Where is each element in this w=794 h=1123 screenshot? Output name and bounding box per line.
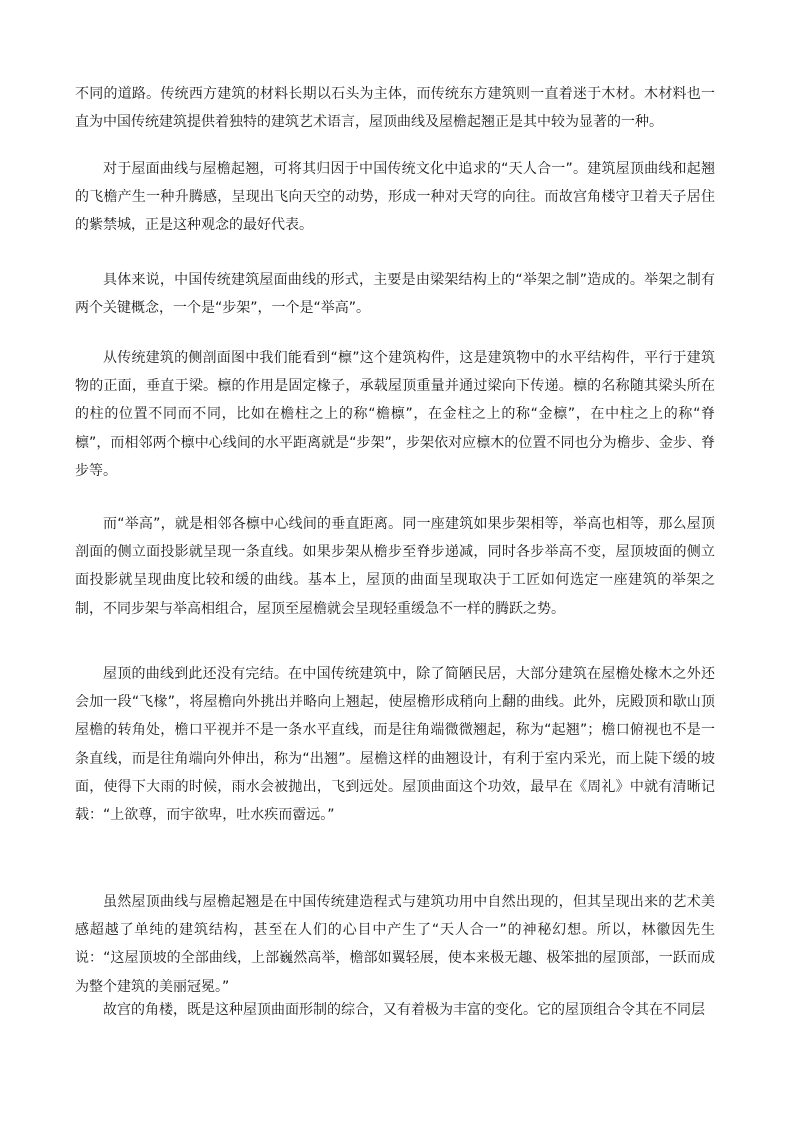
paragraph: 不同的道路。传统西方建筑的材料长期以石头为主体，而传统东方建筑则一直着迷于木材。木材料也一直为中国传统建筑提供着独特的建筑艺术语言，屋顶曲线及屋檐起翘正是其中较为显著的一种。 [75,86,715,131]
paragraph: 虽然屋顶曲线与屋檐起翘是在中国传统建造程式与建筑功用中自然出现的，但其呈现出来的艺术美感超越了单纯的建筑结构，甚至在人们的心目中产生了“天人合一”的神秘幻想。所以，林徽因先生说：“这屋顶坡的全部曲线，上部巍然高举，檐部如翼轻展，使本来极无趣、极笨拙的屋顶部，一跃而成为整个建筑的美丽冠冕。” [75,894,715,995]
paragraph: 从传统建筑的侧剖面图中我们能看到“檩”这个建筑构件，这是建筑物中的水平结构件，平行于建筑物的正面，垂直于梁。檩的作用是固定椽子，承载屋顶重量并通过梁向下传递。檩的名称随其梁头所在的柱的位置不同而不同，比如在檐柱之上的称“檐檩”，在金柱之上的称“金檩”，在中柱之上的称“脊檩”，而相邻两个檩中心线间的水平距离就是“步架”，步架依对应檩木的位置不同也分为檐步、金步、脊步等。 [75,350,715,479]
paragraph: 具体来说，中国传统建筑屋面曲线的形式，主要是由梁架结构上的“举架之制”造成的。举架之制有两个关键概念，一个是“步架”，一个是“举高”。 [75,272,715,317]
paragraph: 对于屋面曲线与屋檐起翘，可将其归因于中国传统文化中追求的“天人合一”。建筑屋顶曲线和起翘的飞檐产生一种升腾感，呈现出飞向天空的动势，形成一种对天穹的向往。而故宫角楼守卫着天子居住的紫禁城，正是这种观念的最好代表。 [75,161,715,234]
paragraph: 故宫的角楼，既是这种屋顶曲面形制的综合，又有着极为丰富的变化。它的屋顶组合令其在不同层 [103,1002,705,1018]
paragraph: 屋顶的曲线到此还没有完结。在中国传统建筑中，除了简陋民居，大部分建筑在屋檐处椽木之外还会加一段“飞椽”，将屋檐向外挑出并略向上翘起，使屋檐形成稍向上翻的曲线。此外，庑殿顶和歇山顶屋檐的转角处，檐口平视并不是一条水平直线，而是往角端微微翘起，称为“起翘”；檐口俯视也不是一条直线，而是往角端向外伸出，称为“出翘”。屋檐这样的曲翘设计，有利于室内采光，而上陡下缓的坡面，使得下大雨的时候，雨水会被抛出，飞到远处。屋顶曲面这个功效，最早在《周礼》中就有清晰记载：“上欲尊，而宇欲卑，吐水疾而霤远。” [75,666,715,824]
paragraph: 而“举高”，就是相邻各檩中心线间的垂直距离。同一座建筑如果步架相等，举高也相等，那么屋顶剖面的侧立面投影就呈现一条直线。如果步架从檐步至脊步递减，同时各步举高不变，屋顶坡面的侧立面投影就呈现曲度比较和缓的曲线。基本上，屋顶的曲面呈现取决于工匠如何选定一座建筑的举架之制，不同步架与举高相组合，屋顶至屋檐就会呈现轻重缓急不一样的腾跃之势。 [75,516,715,617]
